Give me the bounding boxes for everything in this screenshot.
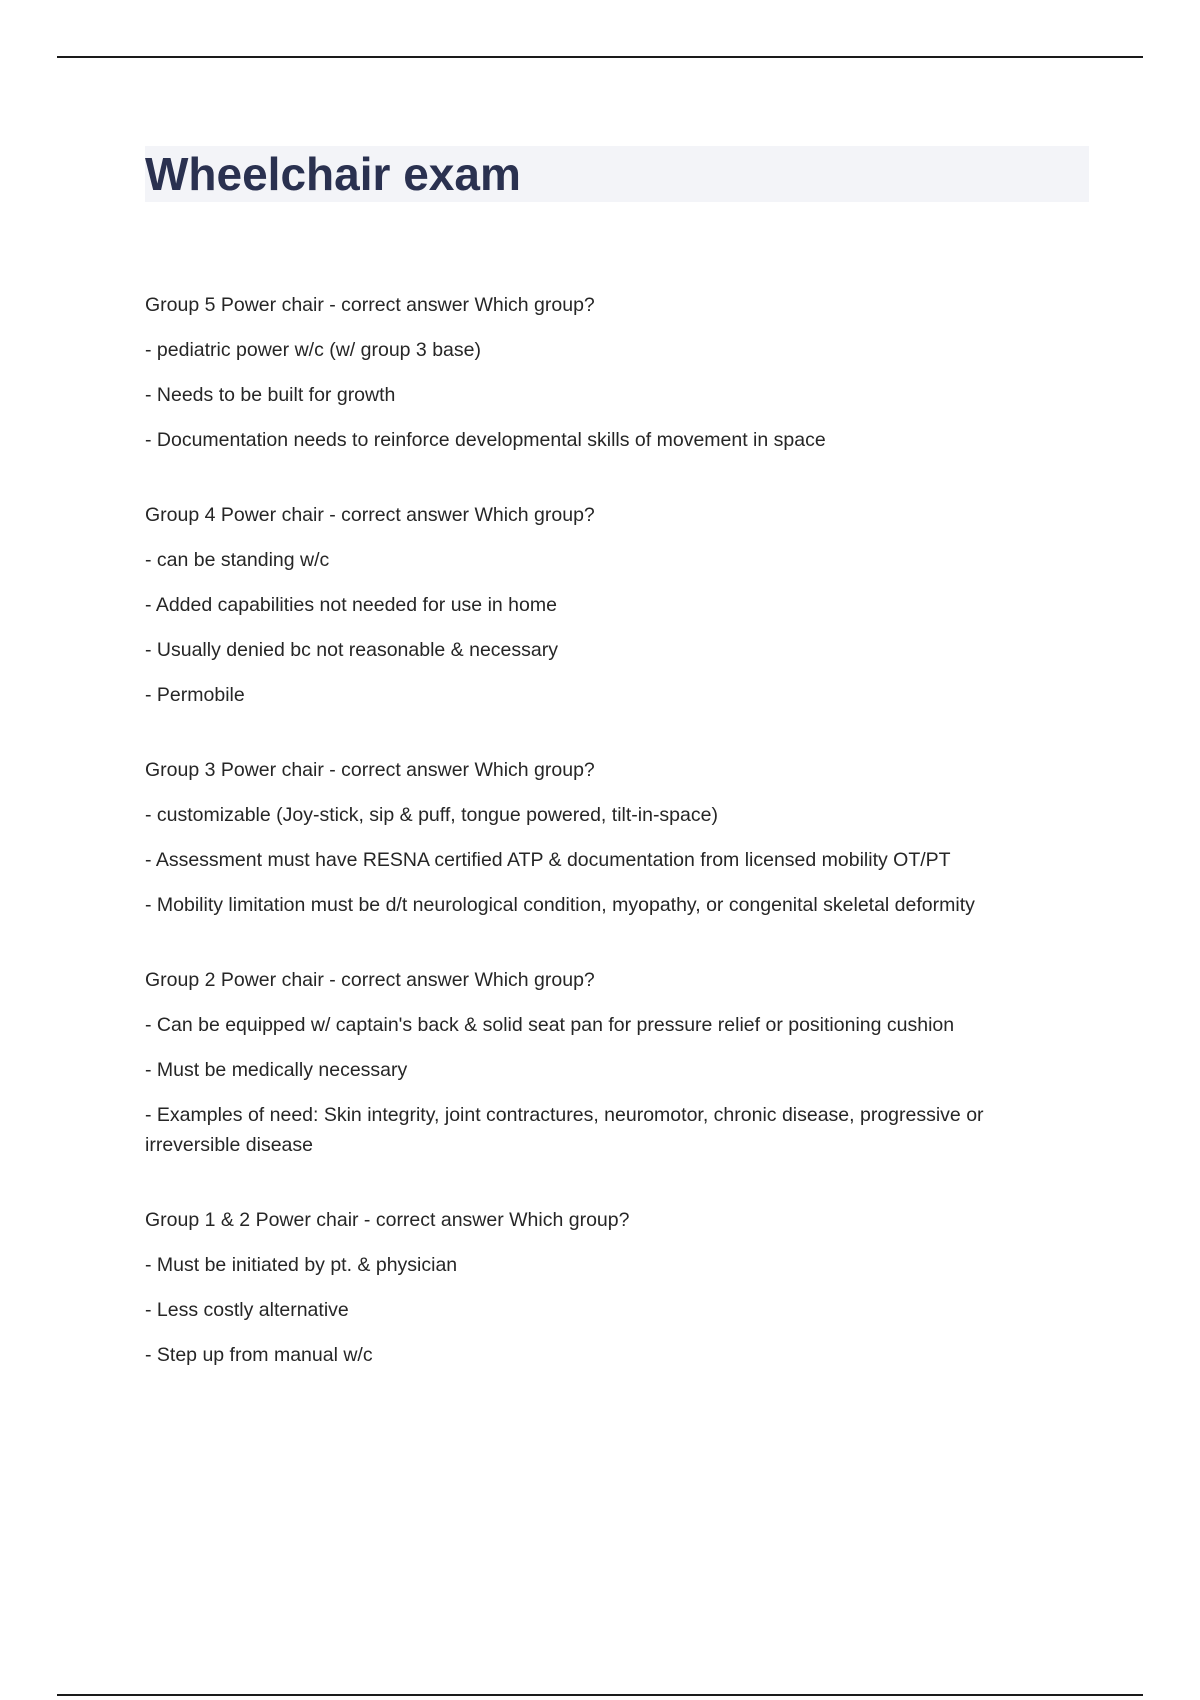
card-point: - can be standing w/c: [145, 549, 330, 571]
card-point: - Documentation needs to reinforce developmental skills of movement in space: [145, 429, 826, 451]
flashcard-list: [145, 290, 1045, 1415]
card-group-1-2: [145, 1205, 1045, 1370]
card-question: Group 3 Power chair - correct answer Which group?: [145, 759, 595, 781]
card-question: Group 4 Power chair - correct answer Which group?: [145, 504, 595, 526]
card-question: Group 2 Power chair - correct answer Which group?: [145, 969, 595, 991]
card-point: - Permobile: [145, 684, 245, 706]
card-point: - Usually denied bc not reasonable & necessary: [145, 639, 558, 661]
card-question: Group 1 & 2 Power chair - correct answer Which group?: [145, 1209, 630, 1231]
card-group-3: [145, 755, 1045, 920]
card-point: - Less costly alternative: [145, 1299, 349, 1321]
bottom-rule: [57, 1694, 1143, 1696]
card-point: - Can be equipped w/ captain's back & solid seat pan for pressure relief or positioning cushion: [145, 1014, 955, 1036]
card-point: - Examples of need: Skin integrity, joint contractures, neuromotor, chronic disease, progressive or irreversible disease: [145, 1104, 984, 1156]
card-point: - Added capabilities not needed for use in home: [145, 594, 557, 616]
page-title: Wheelchair exam: [145, 148, 521, 200]
card-group-5: [145, 290, 1045, 455]
card-point: - pediatric power w/c (w/ group 3 base): [145, 339, 481, 361]
card-point: - Mobility limitation must be d/t neurological condition, myopathy, or congenital skeletal deformity: [145, 894, 975, 916]
card-point: - Needs to be built for growth: [145, 384, 396, 406]
card-point: - Step up from manual w/c: [145, 1344, 373, 1366]
card-point: - Assessment must have RESNA certified ATP & documentation from licensed mobility OT/PT: [145, 849, 951, 871]
card-question: Group 5 Power chair - correct answer Which group?: [145, 294, 595, 316]
card-point: - Must be initiated by pt. & physician: [145, 1254, 458, 1276]
card-point: - Must be medically necessary: [145, 1059, 408, 1081]
top-rule: [57, 56, 1143, 58]
card-point: - customizable (Joy-stick, sip & puff, tongue powered, tilt-in-space): [145, 804, 718, 826]
card-group-2: [145, 965, 1045, 1160]
card-group-4: [145, 500, 1045, 710]
